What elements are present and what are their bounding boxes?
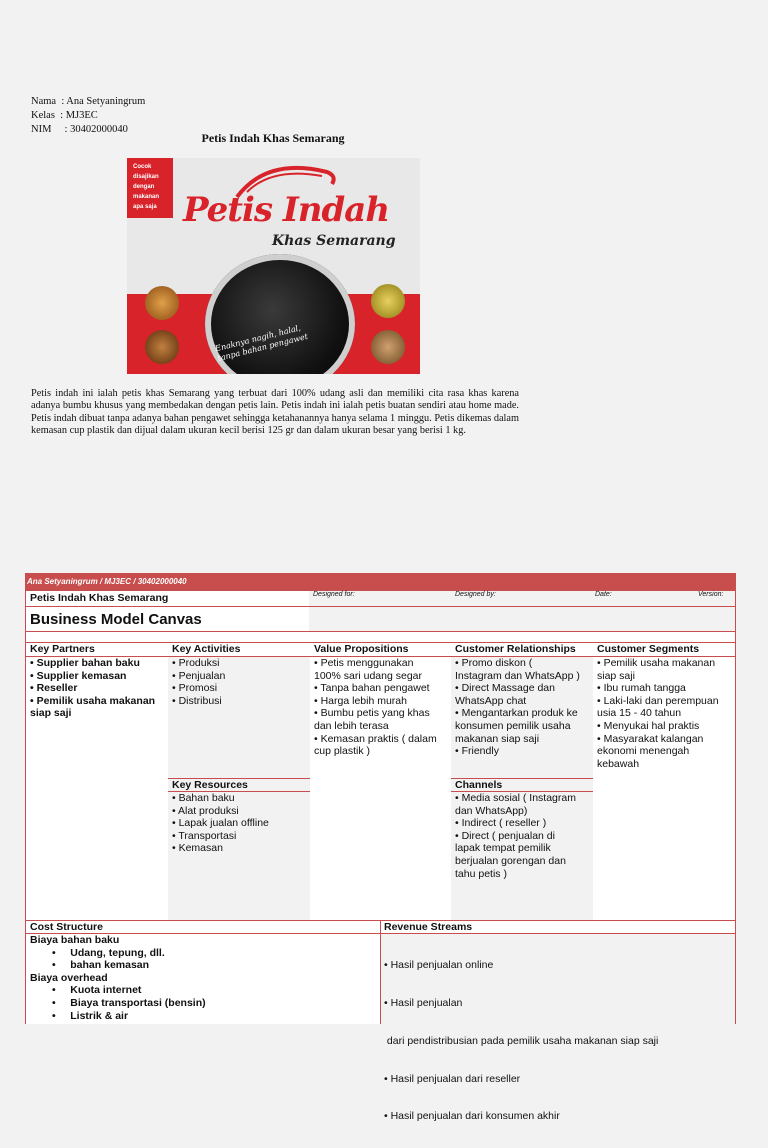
list-item: tahu petis ) [455, 867, 507, 880]
poster-subtitle: Khas Semarang [272, 233, 396, 249]
fritter-image [371, 284, 405, 318]
list-item: • Harga lebih murah [314, 694, 407, 707]
list-item: • Udang, tepung, dll. [52, 946, 165, 959]
list-item: • Ibu rumah tangga [597, 682, 686, 695]
grid-line [25, 606, 736, 607]
key-partners-list [30, 657, 155, 720]
list-item: • Pemilik usaha makanan [597, 657, 716, 669]
list-item: • Biaya transportasi (bensin) [52, 996, 206, 1009]
grid-line [25, 631, 736, 632]
product-description: Petis indah ini ialah petis khas Semarang yang terbuat dari 100% udang asli dan memiliki cita rasa khas karena adanya bumbu khusus yang membedakan dengan petis lain. Petis indah ini ialah petis buatan sendiri atau home made. Petis indah dibuat tanpa adanya bahan pengawet sehingga ketahanannya hanya selama 1 minggu. Petis dikemas dalam kemasan cup plastik dan dijual dalam ukuran kecil berisi 125 gr dan dalam ukuran besar yang berisi 1 kg. [31, 388, 519, 436]
dumpling-image [371, 330, 405, 364]
grid-line [25, 590, 26, 1024]
poster-badge: Cocok disajikan dengan makanan apa saja [133, 164, 160, 210]
list-item: • Masyarakat kalangan [597, 732, 704, 745]
product-name: Petis Indah Khas Semarang [30, 592, 169, 604]
list-item: • Alat produksi [172, 804, 239, 817]
list-item: • Hasil penjualan dari konsumen akhir [384, 1110, 560, 1123]
designed-by-label: Designed by: [455, 591, 496, 598]
list-item: siap saji [597, 669, 635, 682]
customer-segments-list [597, 657, 719, 770]
canvas-title: Business Model Canvas [30, 611, 202, 628]
document-title: Petis Indah Khas Semarang [201, 131, 345, 145]
key-resources-list [172, 792, 269, 855]
list-item: • Media sosial ( Instagram [455, 792, 576, 804]
customer-relationships-title: Customer Relationships [455, 643, 576, 655]
version-label: Version: [698, 591, 724, 598]
list-item: dari pendistribusian pada pemilik usaha makanan siap saji [384, 1034, 659, 1047]
channels-list [455, 792, 576, 880]
list-item: dan WhatsApp) [455, 804, 528, 817]
cost-group-overhead: Biaya overhead [30, 971, 108, 984]
grid-line [735, 590, 736, 1024]
list-item: 100% sari udang segar [314, 669, 422, 682]
student-name: Nama : Ana Setyaningrum [31, 96, 146, 107]
student-nim: NIM : 30402000040 [31, 124, 128, 135]
list-item: • Kemasan [172, 842, 223, 855]
list-item: • Distribusi [172, 694, 222, 707]
list-item: • Bahan baku [172, 792, 235, 804]
revenue-streams-title: Revenue Streams [384, 921, 473, 933]
list-item: • Supplier kemasan [30, 669, 127, 682]
list-item: siap saji [30, 707, 72, 720]
date-label: Date: [595, 591, 612, 598]
list-item: • Produksi [172, 657, 220, 669]
canvas-banner: Ana Setyaningrum / MJ3EC / 30402000040 [25, 573, 736, 590]
key-partners-title: Key Partners [30, 643, 95, 655]
product-poster [127, 158, 420, 374]
list-item: cup plastik ) [314, 745, 371, 758]
list-item: • Bumbu petis yang khas [314, 707, 430, 720]
list-item: • Reseller [30, 682, 78, 695]
value-propositions-list [314, 657, 437, 758]
list-item: • Penjualan [172, 669, 226, 682]
list-item: ekonomi menengah [597, 745, 690, 758]
list-item: Instagram dan WhatsApp ) [455, 669, 580, 682]
list-item: • Hasil penjualan [384, 996, 463, 1009]
revenue-streams-list [384, 934, 658, 1148]
list-item: • Promo diskon ( [455, 657, 533, 669]
business-model-canvas [25, 573, 736, 1123]
tofu-image [145, 330, 179, 364]
poster-brand: Petis Indah [183, 190, 390, 230]
list-item: • Transportasi [172, 829, 237, 842]
list-item: • Petis menggunakan [314, 657, 414, 669]
list-item: usia 15 - 40 tahun [597, 707, 682, 720]
list-item: • Friendly [455, 745, 499, 758]
list-item: konsumen pemilik usaha [455, 719, 571, 732]
list-item: • Supplier bahan baku [30, 657, 140, 669]
fried-snack-image [145, 286, 179, 320]
list-item: WhatsApp chat [455, 694, 527, 707]
key-activities-list [172, 657, 225, 707]
cost-structure-list [30, 934, 206, 1022]
customer-relationships-list [455, 657, 580, 758]
list-item: kebawah [597, 757, 640, 770]
list-item: • Hasil penjualan dari reseller [384, 1072, 521, 1085]
header-meta-area [309, 590, 736, 631]
poster-tagline: Enaknya nagih, halal, tanpa bahan pengawet [214, 323, 309, 364]
customer-segments-title: Customer Segments [597, 643, 700, 655]
list-item: • Indirect ( reseller ) [455, 817, 547, 830]
list-item: • Promosi [172, 682, 218, 695]
key-resources-title: Key Resources [172, 779, 248, 791]
list-item: berjualan gorengan dan [455, 854, 566, 867]
cost-structure-title: Cost Structure [30, 921, 103, 933]
list-item: • Direct ( penjualan di [455, 829, 555, 842]
list-item: • Laki-laki dan perempuan [597, 694, 719, 707]
list-item: dan lebih terasa [314, 719, 389, 732]
list-item: • Kemasan praktis ( dalam [314, 732, 437, 745]
designed-for-label: Designed for: [313, 591, 355, 598]
list-item: • Direct Massage dan [455, 682, 555, 695]
grid-line [25, 590, 736, 591]
list-item: • Lapak jualan offline [172, 817, 269, 830]
value-propositions-title: Value Propositions [314, 643, 409, 655]
list-item: • Tanpa bahan pengawet [314, 682, 430, 695]
list-item: • Listrik & air [52, 1009, 129, 1022]
student-class: Kelas : MJ3EC [31, 110, 98, 121]
channels-title: Channels [455, 779, 503, 791]
list-item: • Menyukai hal praktis [597, 719, 700, 732]
list-item: makanan siap saji [455, 732, 540, 745]
list-item: • bahan kemasan [52, 959, 150, 972]
grid-line [380, 920, 381, 1024]
list-item: • Kuota internet [52, 984, 142, 997]
cost-group-raw-materials: Biaya bahan baku [30, 934, 120, 946]
key-activities-title: Key Activities [172, 643, 241, 655]
list-item: • Pemilik usaha makanan [30, 694, 156, 707]
list-item: lapak tempat pemilik [455, 842, 551, 855]
list-item: • Hasil penjualan online [384, 959, 494, 972]
list-item: • Mengantarkan produk ke [455, 707, 578, 720]
